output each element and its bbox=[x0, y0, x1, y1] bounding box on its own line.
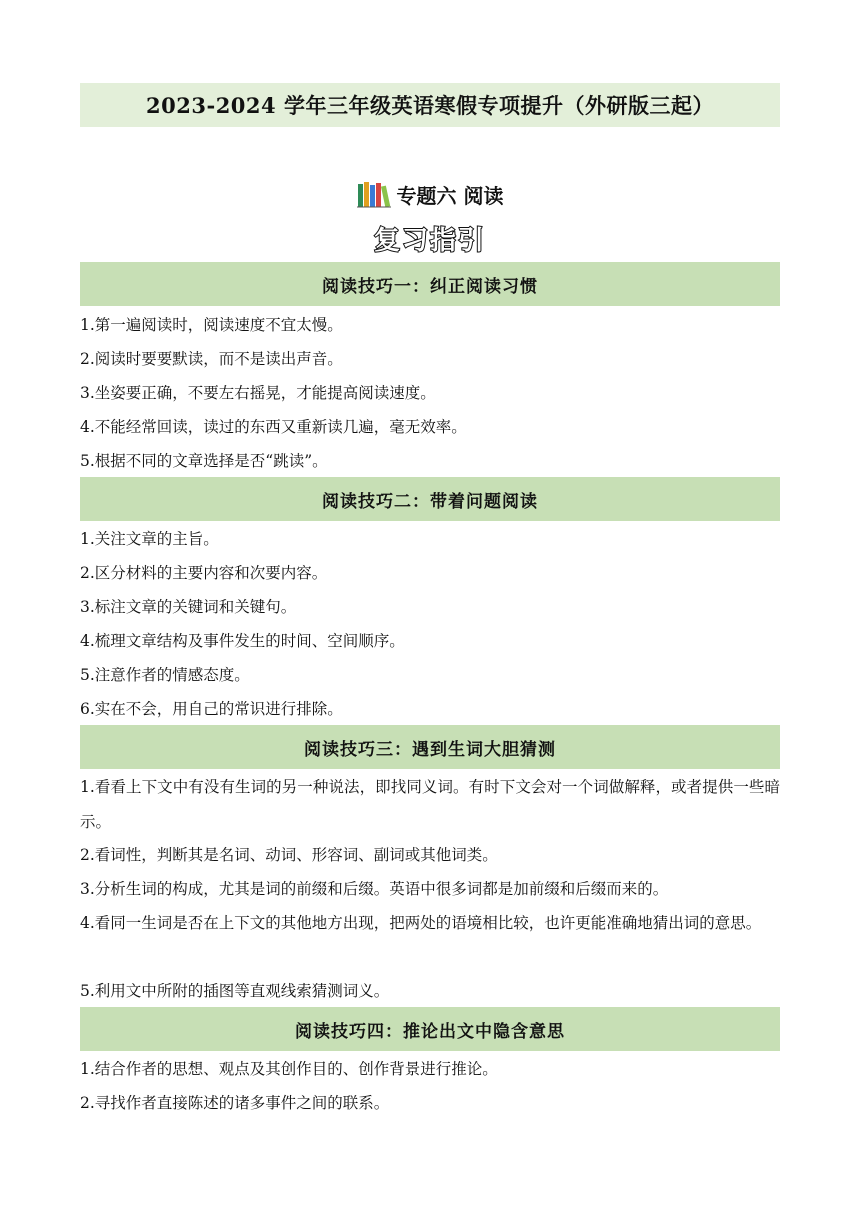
list-item: 1.第一遍阅读时，阅读速度不宜太慢。 bbox=[80, 316, 343, 334]
list-item: 3.标注文章的关键词和关键句。 bbox=[80, 598, 297, 616]
review-guide-title: 复习指引 bbox=[373, 226, 486, 256]
section-heading: 阅读技巧四：推论出文中隐含意思 bbox=[80, 1007, 780, 1051]
list-item: 2.区分材料的主要内容和次要内容。 bbox=[80, 564, 328, 582]
list-item: 6.实在不会，用自己的常识进行排除。 bbox=[80, 700, 343, 718]
topic-heading bbox=[0, 178, 860, 210]
list-item: 3.分析生词的构成，尤其是词的前缀和后缀。英语中很多词都是加前缀和后缀而来的。 bbox=[80, 880, 669, 898]
list-item: 3.坐姿要正确，不要左右摇晃，才能提高阅读速度。 bbox=[80, 384, 436, 402]
list-item: 5.注意作者的情感态度。 bbox=[80, 666, 250, 684]
list-item: 5.根据不同的文章选择是否“跳读”。 bbox=[80, 452, 328, 470]
list-item: 4.不能经常回读，读过的东西又重新读几遍，毫无效率。 bbox=[80, 418, 467, 436]
page-title: 2023-2024 学年三年级英语寒假专项提升（外研版三起） bbox=[80, 83, 780, 127]
list-item: 2.寻找作者直接陈述的诸多事件之间的联系。 bbox=[80, 1094, 390, 1112]
list-item: 1.看看上下文中有没有生词的另一种说法，即找同义词。有时下文会对一个词做解释，或者提供一些暗示。 bbox=[80, 778, 780, 831]
list-item: 5.利用文中所附的插图等直观线索猜测词义。 bbox=[80, 982, 390, 1000]
section-heading: 阅读技巧二：带着问题阅读 bbox=[80, 477, 780, 521]
section-heading: 阅读技巧一：纠正阅读习惯 bbox=[80, 262, 780, 306]
books-icon bbox=[357, 180, 391, 208]
section-heading: 阅读技巧三：遇到生词大胆猜测 bbox=[80, 725, 780, 769]
list-item: 2.看词性，判断其是名词、动词、形容词、副词或其他词类。 bbox=[80, 846, 498, 864]
list-item: 4.看同一生词是否在上下文的其他地方出现，把两处的语境相比较，也许更能准确地猜出词的意思。 bbox=[80, 914, 762, 932]
list-item: 1.结合作者的思想、观点及其创作目的、创作背景进行推论。 bbox=[80, 1060, 498, 1078]
list-item: 1.关注文章的主旨。 bbox=[80, 530, 219, 548]
list-item: 2.阅读时要要默读，而不是读出声音。 bbox=[80, 350, 343, 368]
list-item: 4.梳理文章结构及事件发生的时间、空间顺序。 bbox=[80, 632, 405, 650]
topic-title: 专题六 阅读 bbox=[396, 183, 504, 208]
